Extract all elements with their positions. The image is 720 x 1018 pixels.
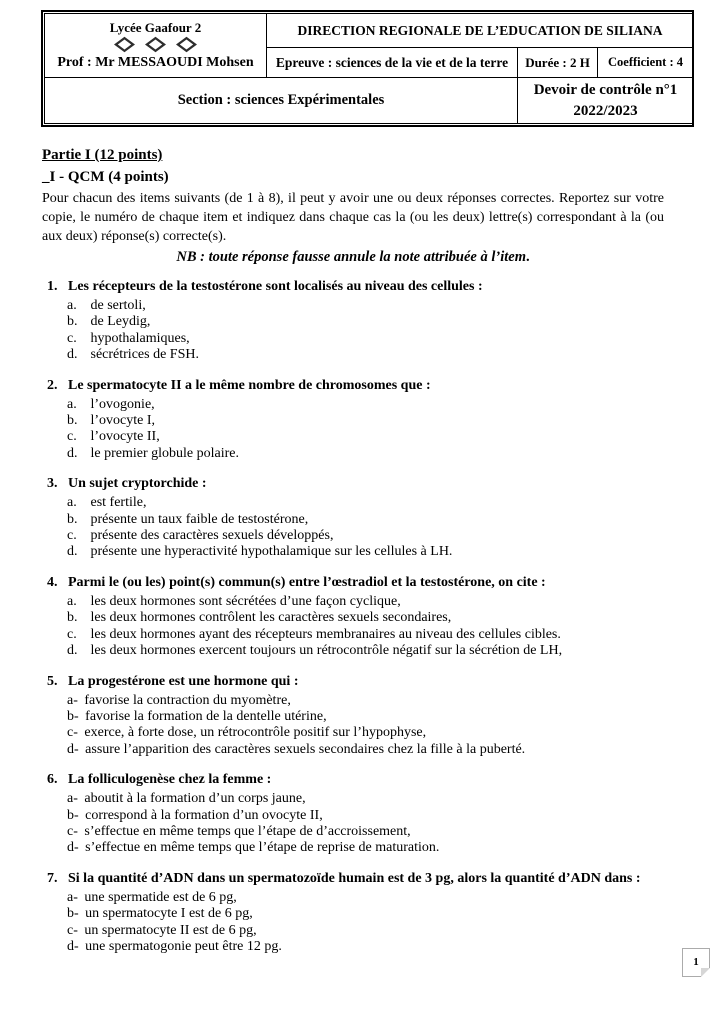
nb-note (42, 248, 664, 267)
question-number: 1. (47, 279, 58, 294)
option-text: favorise la contraction du myomètre, (84, 692, 291, 708)
option-label: d- (67, 741, 79, 757)
option-label: a. (67, 298, 77, 313)
option-text: le premier globule polaire. (90, 445, 239, 461)
option-label: b- (67, 708, 79, 724)
question-text: Les récepteurs de la testostérone sont localisés au niveau des cellules : (68, 279, 483, 294)
diamond-icon (176, 37, 197, 53)
question-options (42, 495, 664, 561)
question-options (42, 791, 664, 857)
qcm-option (42, 429, 664, 445)
qcm-option (42, 446, 664, 462)
direction-title: DIRECTION REGIONALE DE L’EDUCATION DE SILIANA (267, 14, 694, 48)
question-number: 7. (47, 870, 58, 886)
qcm-item (42, 869, 664, 956)
question-options (42, 890, 664, 956)
devoir-title: Devoir de contrôle n°1 (533, 81, 678, 98)
qcm-option (42, 610, 664, 626)
exam-header-table (41, 10, 694, 127)
question-number: 2. (47, 377, 58, 393)
qcm-option (42, 413, 664, 429)
option-label: a. (67, 495, 77, 511)
question-heading (42, 474, 664, 493)
option-text: exerce, à forte dose, un rétrocontrôle positif sur l’hypophyse, (84, 725, 427, 741)
question-text: Un sujet cryptorchide : (68, 476, 207, 492)
qcm-item (42, 376, 664, 463)
option-label: b- (67, 906, 79, 922)
qcm-option (42, 594, 664, 610)
qcm-option (42, 791, 664, 807)
option-text: aboutit à la formation d’un corps jaune, (84, 791, 306, 807)
coefficient-label: Coefficient : 4 (598, 48, 694, 78)
qcm-option (42, 528, 664, 544)
school-cell (45, 14, 267, 78)
page-number: 1 (693, 956, 699, 968)
question-heading (42, 770, 664, 789)
page-corner-fold-icon (701, 968, 710, 977)
duree-label: Durée : 2 H (518, 48, 598, 78)
qcm-option (42, 397, 664, 413)
question-text: La progestérone est une hormone qui : (68, 673, 299, 689)
qcm-option (42, 643, 664, 659)
question-text: Si la quantité d’ADN dans un spermatozoïde humain est de 3 pg, alors la quantité d’ADN dans : (68, 870, 641, 886)
option-text: présente un taux faible de testostérone, (90, 511, 309, 527)
nb-period: . (526, 249, 530, 265)
question-heading (42, 277, 664, 296)
option-text: s’effectue en même temps que l’étape de reprise de maturation. (85, 840, 440, 856)
qcm-option (42, 495, 664, 511)
qcm-option (42, 840, 664, 856)
option-text: présente une hyperactivité hypothalamique sur les cellules à LH. (90, 544, 453, 560)
option-text: l’ovocyte I, (90, 413, 156, 429)
option-label: d. (67, 347, 78, 363)
option-label: a- (67, 889, 78, 905)
qcm-option (42, 512, 664, 528)
question-options (42, 693, 664, 759)
option-text: un spermatocyte I est de 6 pg, (85, 906, 253, 922)
option-text: présente des caractères sexuels développés, (90, 528, 334, 544)
qcm-option (42, 725, 664, 741)
option-text: les deux hormones contrôlent les caractères sexuels secondaires, (90, 610, 452, 626)
option-text: de Leydig, (90, 314, 151, 330)
option-text: favorise la formation de la dentelle utérine, (85, 708, 327, 724)
qcm-item (42, 277, 664, 364)
qcm-item (42, 672, 664, 759)
option-label: d. (67, 544, 78, 560)
option-text: les deux hormones sont sécrétées d’une façon cyclique, (90, 593, 401, 609)
question-options (42, 594, 664, 660)
question-text: La folliculogenèse chez la femme : (68, 772, 272, 788)
option-label: c- (67, 922, 78, 938)
qcm-instructions: Pour chacun des items suivants (de 1 à 8), il peut y avoir une ou deux réponses correctes. Reportez sur votre copie, le numéro de chaque item et indiquez dans chaque cas la (ou les deux) lettre(s) correspondant à la (ou aux deux) réponse(s) correcte(s). (42, 191, 664, 244)
diamond-icon (145, 37, 166, 53)
question-heading (42, 869, 664, 888)
option-text: est fertile, (90, 495, 147, 511)
question-number: 5. (47, 673, 58, 689)
qcm-option (42, 808, 664, 824)
option-label: b. (67, 413, 78, 429)
qcm-option (42, 906, 664, 922)
option-text: les deux hormones ayant des récepteurs membranaires au niveau des cellules cibles. (90, 626, 561, 642)
qcm-option (42, 709, 664, 725)
qcm-option (42, 693, 664, 709)
option-label: a. (67, 593, 77, 609)
option-label: a. (67, 396, 77, 412)
option-label: b. (67, 610, 78, 626)
option-text: un spermatocyte II est de 6 pg, (84, 922, 257, 938)
option-label: c- (67, 725, 78, 741)
qcm-option (42, 890, 664, 906)
qcm-option (42, 939, 664, 955)
qcm-option (42, 742, 664, 758)
question-heading (42, 672, 664, 691)
question-number: 3. (47, 476, 58, 492)
qcm-option (42, 627, 664, 643)
question-text: Le spermatocyte II a le même nombre de chromosomes que : (68, 377, 431, 393)
question-options (42, 397, 664, 463)
qcm-item (42, 573, 664, 660)
option-label: c. (67, 528, 77, 544)
question-options (42, 298, 664, 364)
option-text: l’ovogonie, (90, 396, 155, 412)
qcm-item (42, 474, 664, 561)
school-name: Lycée Gaafour 2 (109, 19, 202, 35)
devoir-year: 2022/2023 (573, 102, 638, 119)
option-text: assure l’apparition des caractères sexuels secondaires chez la fille à la puberté. (85, 741, 526, 757)
qcm-option (42, 544, 664, 560)
qcm-option (42, 923, 664, 939)
diamond-icon (114, 37, 135, 53)
option-label: b- (67, 807, 79, 823)
question-heading (42, 376, 664, 395)
nb-text: NB : toute réponse fausse annule la note attribuée à l’item (176, 249, 526, 265)
prof-name: Prof : Mr MESSAOUDI Mohsen (57, 55, 254, 71)
page-number-box (682, 948, 710, 977)
question-heading (42, 573, 664, 592)
qcm-section-title (42, 168, 664, 187)
qcm-option (42, 298, 664, 314)
question-number: 6. (47, 772, 58, 788)
school-ornament (47, 39, 264, 50)
part1-title: Partie I (12 points) (42, 147, 163, 163)
option-label: d. (67, 445, 78, 461)
option-label: b. (67, 314, 78, 330)
option-label: b. (67, 511, 78, 527)
devoir-cell (518, 78, 694, 124)
option-text: une spermatide est de 6 pg, (84, 889, 237, 905)
underscore-mark: _ (42, 169, 50, 185)
option-label: d. (67, 643, 78, 659)
option-text: hypothalamiques, (90, 330, 190, 346)
option-text: l’ovocyte II, (90, 429, 160, 445)
qcm-option (42, 314, 664, 330)
exam-body (42, 146, 664, 967)
option-text: de sertoli, (90, 298, 146, 313)
qcm-option (42, 331, 664, 347)
epreuve-label: Epreuve : sciences de la vie et de la terre (267, 48, 518, 78)
option-label: c- (67, 823, 78, 839)
qcm-option (42, 824, 664, 840)
option-label: d- (67, 938, 79, 954)
option-text: correspond à la formation d’un ovocyte II, (85, 807, 323, 823)
option-text: s’effectue en même temps que l’étape de d’accroissement, (84, 823, 411, 839)
option-text: sécrétrices de FSH. (90, 347, 199, 363)
option-text: les deux hormones exercent toujours un rétrocontrôle négatif sur la sécrétion de LH, (90, 643, 563, 659)
qcm-questions-list (42, 277, 664, 955)
question-number: 4. (47, 574, 58, 590)
option-label: d- (67, 840, 79, 856)
option-label: c. (67, 429, 77, 445)
question-text: Parmi le (ou les) point(s) commun(s) entre l’œstradiol et la testostérone, on cite : (68, 574, 546, 590)
option-label: c. (67, 626, 77, 642)
section-label: Section : sciences Expérimentales (45, 78, 518, 124)
qcm-option (42, 347, 664, 363)
option-label: a- (67, 791, 78, 807)
option-label: a- (67, 692, 78, 708)
qcm-title-text: I - QCM (4 points) (49, 169, 169, 185)
option-label: c. (67, 330, 77, 346)
qcm-item (42, 770, 664, 857)
option-text: une spermatogonie peut être 12 pg. (85, 938, 282, 954)
